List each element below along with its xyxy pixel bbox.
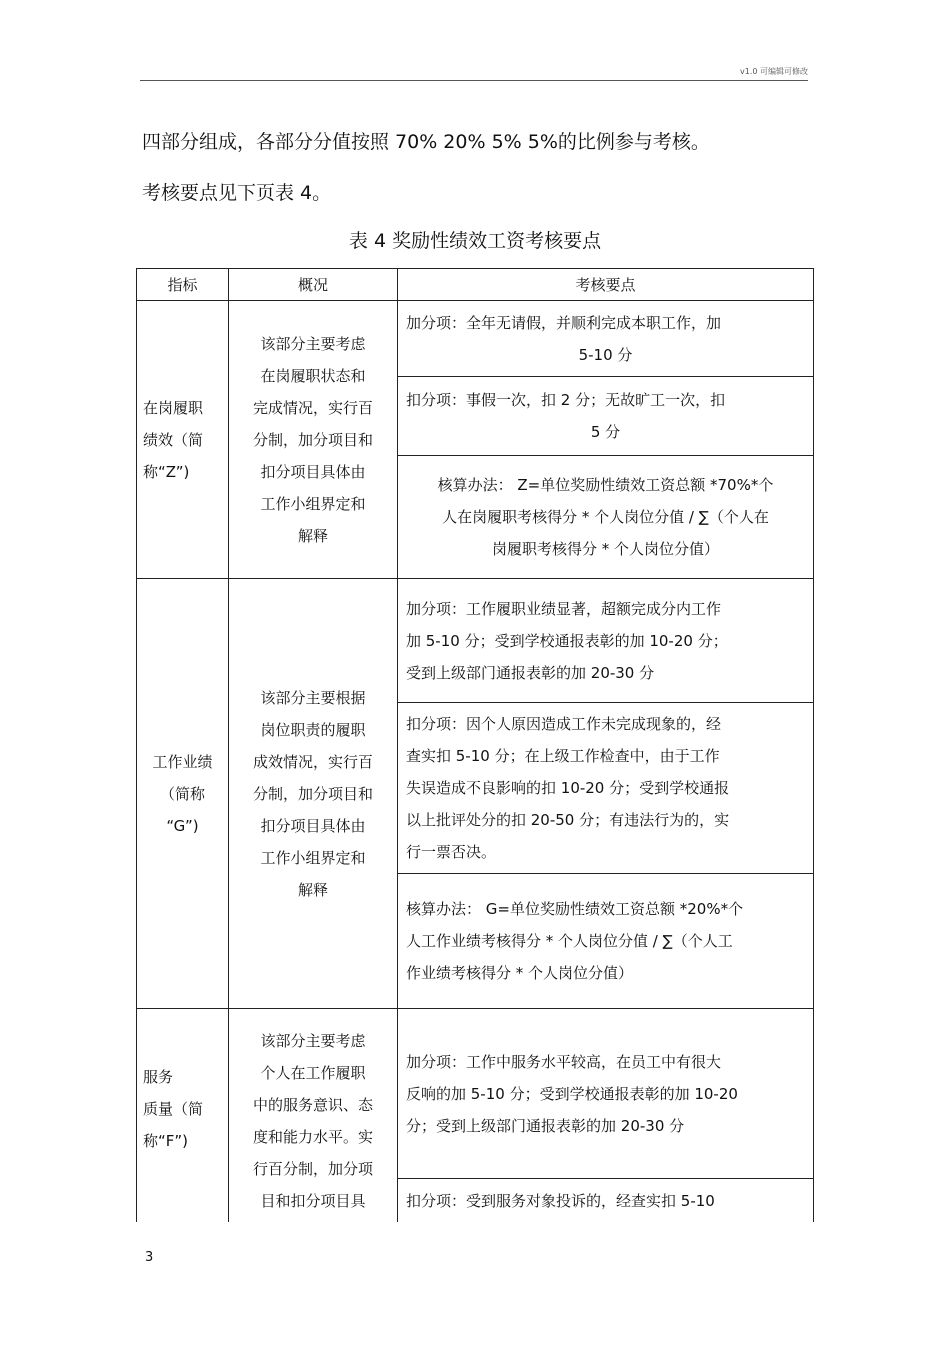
cell-line: 解释 [297,526,328,545]
cell-line: 绩效（简 [143,430,204,449]
cell-line: 目和扣分项目具 [260,1192,366,1210]
page-break-mask [136,1222,814,1252]
points-cell [398,703,814,874]
assessment-table [136,268,814,1225]
cell-line: 受到上级部门通报表彰的加 20-30 分 [406,663,655,682]
cell-line: 行百分制，加分项 [252,1160,373,1178]
points-cell [398,1179,814,1225]
cell-line: 该部分主要根据 [260,688,366,707]
cell-line: 该部分主要考虑 [260,334,366,353]
cell-line: 分制，加分项目和 [252,430,373,449]
cell-line: 作业绩考核得分 * 个人岗位分值） [406,964,634,982]
cell-line: 扣分项：受到服务对象投诉的，经查实扣 5-10 [406,1192,715,1210]
body-paragraph-1: 四部分组成，各部分分值按照 70% 20% 5% 5%的比例参与考核。 [142,131,710,153]
overview-cell-z [229,301,398,579]
cell-line: 分制，加分项目和 [252,784,373,803]
cell-line: 质量（简 [143,1100,204,1118]
header-overview: 概况 [229,269,398,301]
points-cell [398,456,814,579]
cell-line: 加分项：工作履职业绩显著，超额完成分内工作 [406,599,722,618]
cell-line: 核算办法： Z=单位奖励性绩效工资总额 *70%*个 [437,476,774,494]
header-points: 考核要点 [398,269,814,301]
cell-line: 人在岗履职考核得分 * 个人岗位分值 / ∑（个人在 [442,508,769,526]
cell-line: 该部分主要考虑 [260,1032,366,1050]
cell-line: 加分项：全年无请假，并顺利完成本职工作，加 [406,313,722,332]
table-row [137,1009,814,1179]
cell-line: 5-10 分 [578,345,633,364]
table-caption: 表 4 奖励性绩效工资考核要点 [348,230,602,252]
cell-line: 扣分项目具体由 [260,462,366,481]
overview-cell-g [229,579,398,1009]
cell-line: 扣分项目具体由 [260,816,366,835]
cell-line: 完成情况，实行百 [252,398,373,417]
cell-line: 在岗履职状态和 [260,366,366,385]
body-paragraph-2: 考核要点见下页表 4。 [142,182,332,204]
cell-line: 称“F”) [143,1132,189,1150]
header-version-note: v1.0 可编辑可修改 [740,67,808,76]
table-row [137,301,814,377]
cell-line: “G”) [166,816,199,835]
cell-line: 加分项：工作中服务水平较高，在员工中有很大 [406,1052,722,1071]
cell-line: 人工作业绩考核得分 * 个人岗位分值 / ∑（个人工 [406,932,733,950]
indicator-cell-z [137,301,229,579]
cell-line: 岗位职责的履职 [260,720,366,739]
cell-line: 工作业绩 [152,752,213,771]
cell-line: 度和能力水平。实 [252,1128,373,1146]
points-cell [398,1009,814,1179]
table-row [137,579,814,703]
cell-line: 岗履职考核得分 * 个人岗位分值） [491,540,720,558]
cell-line: 中的服务意识、态 [252,1096,373,1114]
header-indicator: 指标 [137,269,229,301]
cell-line: 扣分项：因个人原因造成工作未完成现象的，经 [406,715,722,733]
points-cell [398,874,814,1009]
points-cell [398,301,814,377]
indicator-cell-g [137,579,229,1009]
cell-line: 反响的加 5-10 分；受到学校通报表彰的加 10-20 [406,1084,738,1103]
cell-line: 工作小组界定和 [260,848,366,867]
cell-line: 在岗履职 [143,398,204,417]
header-rule [140,80,808,81]
cell-line: 5 分 [590,423,621,441]
page-number: 3 [145,1250,154,1265]
cell-line: 加 5-10 分；受到学校通报表彰的加 10-20 分； [406,631,728,650]
cell-line: 分；受到上级部门通报表彰的加 20-30 分 [406,1116,685,1135]
cell-line: 工作小组界定和 [260,494,366,513]
cell-line: 行一票否决。 [406,843,497,861]
cell-line: 以上批评处分的扣 20-50 分；有违法行为的，实 [406,811,730,829]
indicator-cell-f [137,1009,229,1225]
cell-line: 服务 [143,1068,174,1086]
cell-line: 核算办法： G=单位奖励性绩效工资总额 *20%*个 [406,900,744,918]
points-cell [398,579,814,703]
points-cell [398,377,814,456]
cell-line: 个人在工作履职 [260,1064,366,1082]
cell-line: 扣分项：事假一次，扣 2 分；无故旷工一次，扣 [406,391,726,409]
cell-line: （简称 [159,784,205,803]
cell-line: 称“Z”) [143,462,190,481]
overview-cell-f [229,1009,398,1225]
cell-line: 成效情况，实行百 [252,752,373,771]
cell-line: 查实扣 5-10 分；在上级工作检查中，由于工作 [406,747,720,765]
cell-line: 失误造成不良影响的扣 10-20 分；受到学校通报 [406,779,730,797]
table-header-row [137,269,814,301]
cell-line: 解释 [297,880,328,899]
